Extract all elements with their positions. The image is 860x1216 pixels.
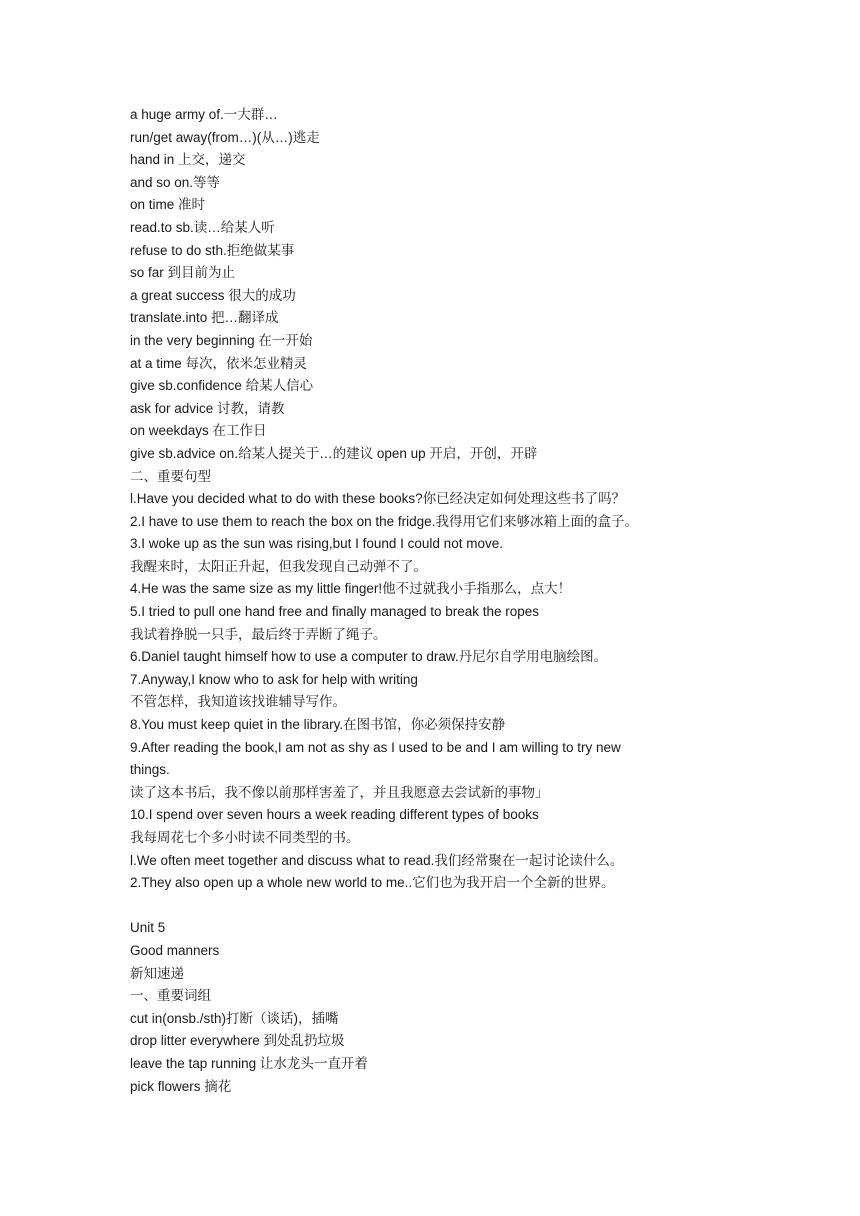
text-line: 二、重要句型	[130, 468, 211, 484]
text-line: l.Have you decided what to do with these books?你已经决定如何处理这些书了吗？	[130, 491, 626, 507]
text-line: leave the tap running 让水龙头一直开着	[130, 1055, 368, 1071]
text-line: translate.into 把…翻译成	[130, 310, 279, 326]
text-line: 8.You must keep quiet in the library.在图书馆，你必须保持安静	[130, 717, 506, 733]
text-line: 我醒来时，太阳正升起，但我发现自己动弹不了。	[130, 558, 427, 574]
text-line: things.	[130, 762, 170, 778]
text-line: hand in 上交，递交	[130, 152, 246, 168]
text-line: on time 准时	[130, 197, 206, 213]
text-line: refuse to do sth.拒绝做某事	[130, 242, 295, 258]
text-line: run/get away(from…)(从…)逃走	[130, 129, 320, 145]
text-line: ask for advice 讨教，请教	[130, 400, 285, 416]
text-line: a great success 很大的成功	[130, 287, 296, 303]
text-line: drop litter everywhere 到处乱扔垃圾	[130, 1033, 345, 1049]
text-line: 10.I spend over seven hours a week reading different types of books	[130, 807, 539, 823]
text-line: pick flowers 摘花	[130, 1078, 232, 1094]
text-line: Unit 5	[130, 920, 166, 936]
text-line: 不管怎样，我知道该找谁辅导写作。	[130, 694, 346, 710]
text-line: cut in(onsb./sth)打断（谈话)，插嘴	[130, 1010, 339, 1026]
text-line: give sb.confidence 给某人信心	[130, 378, 314, 394]
text-line: 一、重要词组	[130, 988, 211, 1004]
text-line: read.to sb.读…给某人听	[130, 219, 275, 235]
blank-line	[130, 895, 790, 918]
text-line: l.We often meet together and discuss what to read.我们经常聚在一起讨论读什么。	[130, 852, 624, 868]
text-line: 4.He was the same size as my little finger!他不过就我小手指那么，点大！	[130, 581, 572, 597]
text-line: Good manners	[130, 942, 220, 958]
text-line: 2.I have to use them to reach the box on the fridge.我得用它们来够冰箱上面的盒子。	[130, 513, 638, 529]
text-line: so far 到目前为止	[130, 265, 236, 281]
text-line: 6.Daniel taught himself how to use a computer to draw.丹尼尔自学用电脑绘图。	[130, 649, 608, 665]
document-page	[130, 104, 790, 1098]
text-line: 9.After reading the book,I am not as shy as I used to be and I am willing to try new	[130, 739, 621, 755]
text-line: give sb.advice on.给某人提关于…的建议 open up 开启，开创，开辟	[130, 445, 538, 461]
text-line: and so on.等等	[130, 174, 221, 190]
text-line: a huge army of.一大群…	[130, 107, 278, 122]
text-line: on weekdays 在工作日	[130, 423, 267, 439]
text-line: 7.Anyway,I know who to ask for help with writing	[130, 671, 418, 687]
text-line: 3.I woke up as the sun was rising,but I found I could not move.	[130, 536, 503, 552]
text-line: 我每周花七个多小时读不同类型的书。	[130, 830, 360, 845]
text-line: 5.I tried to pull one hand free and finally managed to break the ropes	[130, 604, 540, 620]
text-line: 读了这本书后，我不像以前那样害羞了，并且我愿意去尝试新的事物」	[130, 784, 549, 800]
text-line: 我试着挣脱一只手，最后终于弄断了绳子。	[130, 626, 387, 642]
text-line: 2.They also open up a whole new world to me..它们也为我开启一个全新的世界。	[130, 875, 615, 891]
text-line: in the very beginning 在一开始	[130, 332, 313, 348]
text-line: at a time 每次，依米怎业精灵	[130, 355, 308, 371]
text-line: 新知速递	[130, 965, 184, 981]
